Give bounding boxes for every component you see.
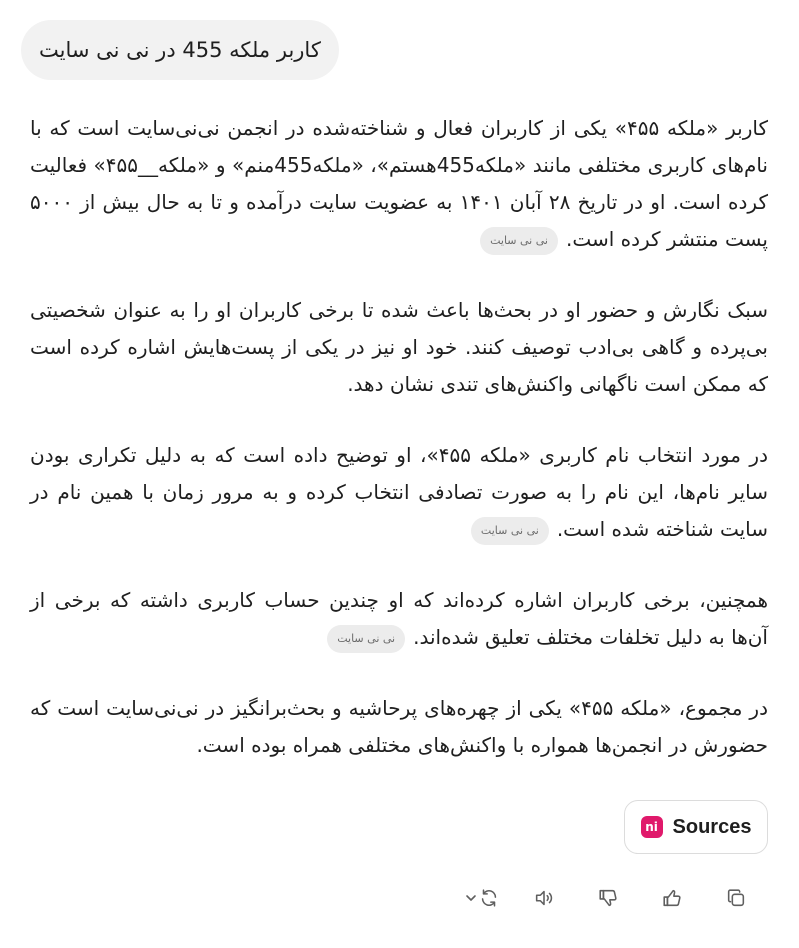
response-action-bar [455,880,755,916]
answer-paragraph: در مجموع، «ملکه ۴۵۵» یکی از چهره‌های پرحاشیه و بحث‌برانگیز در نی‌نی‌سایت است که حضورش در انجمن‌ها همواره با واکنش‌های مختلفی همراه بوده است. [30,696,768,757]
like-button[interactable] [659,880,685,916]
thumbs-up-icon [661,887,683,909]
copy-button[interactable] [723,880,749,916]
regenerate-icon [478,887,500,909]
regenerate-button[interactable] [455,880,509,916]
chevron-down-icon [464,891,478,905]
answer-paragraph: سبک نگارش و حضور او در بحث‌ها باعث شده تا برخی کاربران او را به عنوان شخصیتی بی‌پرده و گاهی بی‌ادب توصیف کنند. خود او نیز در یکی از پست‌هایش اشاره کرده است که ممکن است ناگهانی واکنش‌های تندی نشان دهد. [30,298,768,396]
source-logo-icon: ni [641,816,663,838]
answer-paragraph: در مورد انتخاب نام کاربری «ملکه ۴۵۵»، او توضیح داده است که به دلیل تکراری بودن سایر نام‌ها، این نام را به صورت تصادفی انتخاب کرده و به مرور زمان با همین نام در سایت شناخته شده است.نی نی سایت [30,437,768,548]
answer-paragraph: همچنین، برخی کاربران اشاره کرده‌اند که او چندین حساب کاربری داشته که برخی از آن‌ها به دلیل تخلفات مختلف تعلیق شده‌اند.نی نی سایت [30,582,768,656]
read-aloud-button[interactable] [531,880,557,916]
answer-text [30,110,768,764]
sources-button[interactable] [624,800,768,854]
citation-chip[interactable]: نی نی سایت [327,625,405,653]
user-query-bubble [21,20,339,80]
copy-icon [725,887,747,909]
answer-paragraph: کاربر «ملکه ۴۵۵» یکی از کاربران فعال و شناخته‌شده در انجمن نی‌نی‌سایت است که با نام‌های کاربری مختلفی مانند «ملکه455هستم»، «ملکه455منم» و «ملکه__۴۵۵» فعالیت کرده است. او در تاریخ ۲۸ آبان ۱۴۰۱ به عضویت سایت درآمده و تا به حال بیش از ۵۰۰۰ پست منتشر کرده است.نی نی سایت [30,110,768,258]
speaker-icon [533,887,555,909]
sources-label: Sources [672,815,752,838]
user-query-text: کاربر ملکه 455 در نی نی سایت [39,38,321,62]
citation-chip[interactable]: نی نی سایت [471,517,549,545]
thumbs-down-icon [597,887,619,909]
citation-chip[interactable]: نی نی سایت [480,227,558,255]
dislike-button[interactable] [595,880,621,916]
